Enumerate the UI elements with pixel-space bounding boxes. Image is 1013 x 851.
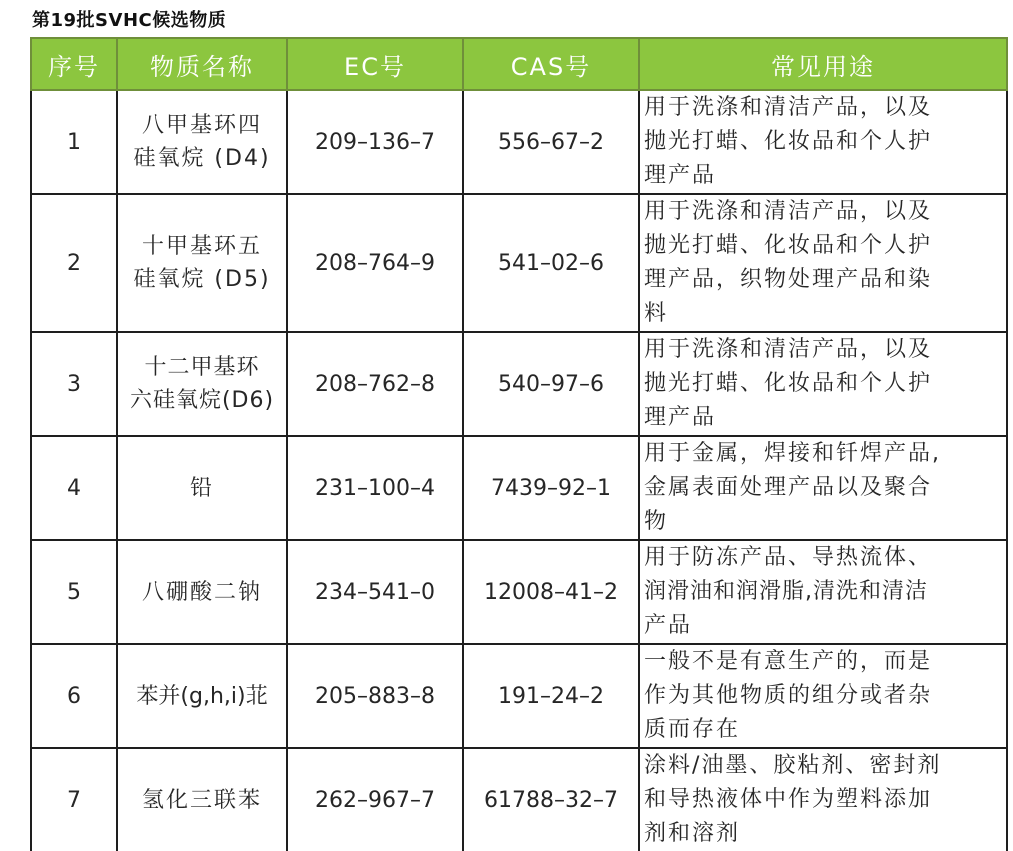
use-line: 润滑油和润滑脂,清洗和清洁 xyxy=(644,579,928,604)
name-line: 硅氧烷 (D5) xyxy=(133,267,271,292)
cell-ec: 208–764–9 xyxy=(287,194,463,332)
svhc-table xyxy=(30,37,1008,851)
table-row xyxy=(31,332,1007,436)
use-line: 理产品 xyxy=(644,163,717,188)
cell-ec: 209–136–7 xyxy=(287,90,463,194)
cell-name: 苯并(g,h,i)苝 xyxy=(117,644,287,748)
cell-use xyxy=(639,644,1007,748)
cell-ec: 231–100–4 xyxy=(287,436,463,540)
use-line: 剂和溶剂 xyxy=(644,821,741,846)
table-row xyxy=(31,644,1007,748)
header-use: 常见用途 xyxy=(639,38,1007,90)
cell-ec: 205–883–8 xyxy=(287,644,463,748)
cell-cas: 556–67–2 xyxy=(463,90,639,194)
cell-name: 八硼酸二钠 xyxy=(117,540,287,644)
cell-name xyxy=(117,194,287,332)
name-line: 八甲基环四 xyxy=(141,113,262,138)
use-line: 抛光打蜡、化妆品和个人护 xyxy=(644,371,933,396)
cell-cas: 541–02–6 xyxy=(463,194,639,332)
cell-use xyxy=(639,90,1007,194)
cell-no: 7 xyxy=(31,748,117,851)
name-line: 六硅氧烷(D6) xyxy=(129,388,275,413)
cell-use xyxy=(639,194,1007,332)
table-row xyxy=(31,90,1007,194)
cell-ec: 208–762–8 xyxy=(287,332,463,436)
cell-no: 1 xyxy=(31,90,117,194)
cell-name xyxy=(117,332,287,436)
use-line: 产品 xyxy=(644,613,693,638)
use-line: 抛光打蜡、化妆品和个人护 xyxy=(644,233,933,258)
cell-no: 4 xyxy=(31,436,117,540)
cell-use xyxy=(639,540,1007,644)
cell-no: 6 xyxy=(31,644,117,748)
cell-cas: 191–24–2 xyxy=(463,644,639,748)
header-ec: EC号 xyxy=(287,38,463,90)
use-line: 涂料/油墨、胶粘剂、密封剂 xyxy=(644,753,942,778)
cell-cas: 540–97–6 xyxy=(463,332,639,436)
header-name: 物质名称 xyxy=(117,38,287,90)
use-line: 用于洗涤和清洁产品，以及 xyxy=(644,337,933,362)
use-line: 抛光打蜡、化妆品和个人护 xyxy=(644,129,933,154)
cell-use xyxy=(639,332,1007,436)
header-cas: CAS号 xyxy=(463,38,639,90)
table-header-row xyxy=(31,38,1007,90)
page-title: 第19批SVHC候选物质 xyxy=(32,10,227,31)
header-no: 序号 xyxy=(31,38,117,90)
cell-cas: 7439–92–1 xyxy=(463,436,639,540)
use-line: 理产品，织物处理产品和染 xyxy=(644,267,933,292)
cell-ec: 262–967–7 xyxy=(287,748,463,851)
cell-use xyxy=(639,436,1007,540)
cell-ec: 234–541–0 xyxy=(287,540,463,644)
cell-cas: 61788–32–7 xyxy=(463,748,639,851)
cell-cas: 12008–41–2 xyxy=(463,540,639,644)
name-line: 十二甲基环 xyxy=(144,355,260,380)
use-line: 一般不是有意生产的，而是 xyxy=(644,649,933,674)
cell-name xyxy=(117,90,287,194)
table-row xyxy=(31,540,1007,644)
use-line: 作为其他物质的组分或者杂 xyxy=(644,683,933,708)
name-line: 硅氧烷 (D4) xyxy=(133,146,271,171)
use-line: 用于洗涤和清洁产品，以及 xyxy=(644,199,933,224)
cell-no: 5 xyxy=(31,540,117,644)
use-line: 金属表面处理产品以及聚合 xyxy=(644,475,933,500)
use-line: 用于洗涤和清洁产品，以及 xyxy=(644,95,933,120)
table-row xyxy=(31,436,1007,540)
use-line: 和导热液体中作为塑料添加 xyxy=(644,787,933,812)
use-line: 质而存在 xyxy=(644,717,741,742)
table-row xyxy=(31,194,1007,332)
name-line: 十甲基环五 xyxy=(141,234,262,259)
use-line: 料 xyxy=(644,301,669,326)
cell-no: 3 xyxy=(31,332,117,436)
cell-no: 2 xyxy=(31,194,117,332)
cell-name: 铅 xyxy=(117,436,287,540)
use-line: 物 xyxy=(644,509,669,534)
use-line: 理产品 xyxy=(644,405,717,430)
use-line: 用于防冻产品、导热流体、 xyxy=(644,545,933,570)
use-line: 用于金属，焊接和钎焊产品, xyxy=(644,441,941,466)
cell-name: 氢化三联苯 xyxy=(117,748,287,851)
